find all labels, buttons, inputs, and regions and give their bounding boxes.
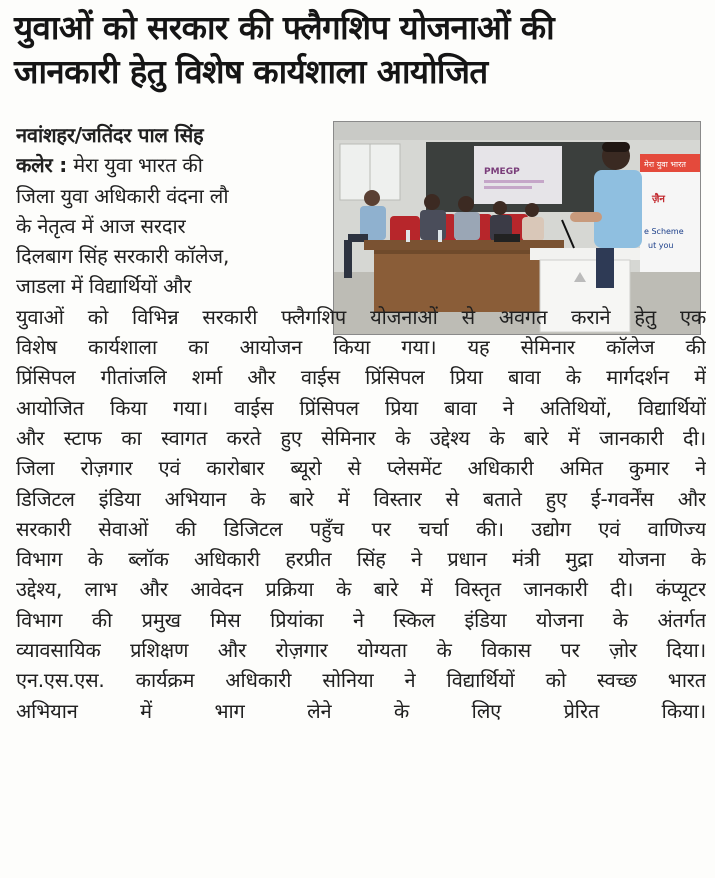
article-line: विशेष कार्यशाला का आयोजन किया गया। यह सेमिनार कॉलेज की (16, 335, 706, 360)
article-line: एन.एस.एस. कार्यक्रम अधिकारी सोनिया ने विद्यार्थियों को स्वच्छ भारत (16, 668, 706, 693)
article-line: के नेतृत्व में आज सरदार (16, 213, 186, 238)
banner-text-1: मेरा युवा भारत (644, 160, 686, 169)
headline-line-2: जानकारी हेतु विशेष कार्यशाला आयोजित (14, 52, 488, 91)
article-line: युवाओं को विभिन्न सरकारी फ्लैगशिप योजनाओं से अवगत कराने हेतु एक (16, 304, 706, 329)
article-line: जिला रोज़गार एवं कारोबार ब्यूरो से प्लेसमेंट अधिकारी अमित कुमार ने (16, 456, 706, 481)
article-line: विभाग के ब्लॉक अधिकारी हरप्रीत सिंह ने प्रधान मंत्री मुद्रा योजना के (16, 547, 706, 572)
article-line-text: मेरा युवा भारत की (73, 153, 203, 178)
article-line: डिजिटल इंडिया अभियान के बारे में विस्तार से बताते हुए ई-गवर्नेंस और (16, 486, 706, 511)
article-line: और स्टाफ का स्वागत करते हुए सेमिनार के उद्देश्य के बारे में जानकारी दी। (16, 425, 706, 450)
article-line: जाडला में विद्यार्थियों और (16, 274, 192, 299)
article-line: आयोजित किया गया। वाईस प्रिंसिपल प्रिया बावा ने अतिथियों, विद्यार्थियों (16, 395, 706, 420)
article-line: सरकारी सेवाओं की डिजिटल पहुँच पर चर्चा की। उद्योग एवं वाणिज्य (16, 516, 706, 541)
article-line (16, 150, 328, 180)
banner-text-4: ut you (648, 241, 674, 250)
byline: नवांशहर/जतिंदर पाल सिंह (16, 123, 204, 147)
headline-line-1: युवाओं को सरकार की फ्लैगशिप योजनाओं की (14, 8, 555, 47)
article-line: प्रिंसिपल गीतांजलि शर्मा और वाईस प्रिंसिपल प्रिया बावा के मार्गदर्शन में (16, 365, 706, 390)
byline-suffix: कलेर : (16, 153, 68, 178)
article-line: व्यावसायिक प्रशिक्षण और रोज़गार योग्यता के विकास पर ज़ोर दिया। (16, 638, 706, 663)
article-line: जिला युवा अधिकारी वंदना लौ (16, 183, 229, 208)
article-line: दिलबाग सिंह सरकारी कॉलेज, (16, 244, 230, 269)
headline (14, 6, 704, 94)
banner-text-2: ज़ैन (652, 194, 665, 205)
slide-text: PMEGP (484, 167, 520, 177)
article-line: विभाग की प्रमुख मिस प्रियांका ने स्किल इंडिया योजना के अंतर्गत (16, 607, 706, 632)
article-body (16, 120, 706, 726)
article-line: अभियान में भाग लेने के लिए प्रेरित किया। (16, 698, 706, 723)
banner-text-3: e Scheme (644, 227, 684, 236)
article-line: उद्देश्य, लाभ और आवेदन प्रक्रिया के बारे में विस्तृत जानकारी दी। कंप्यूटर (16, 577, 706, 602)
